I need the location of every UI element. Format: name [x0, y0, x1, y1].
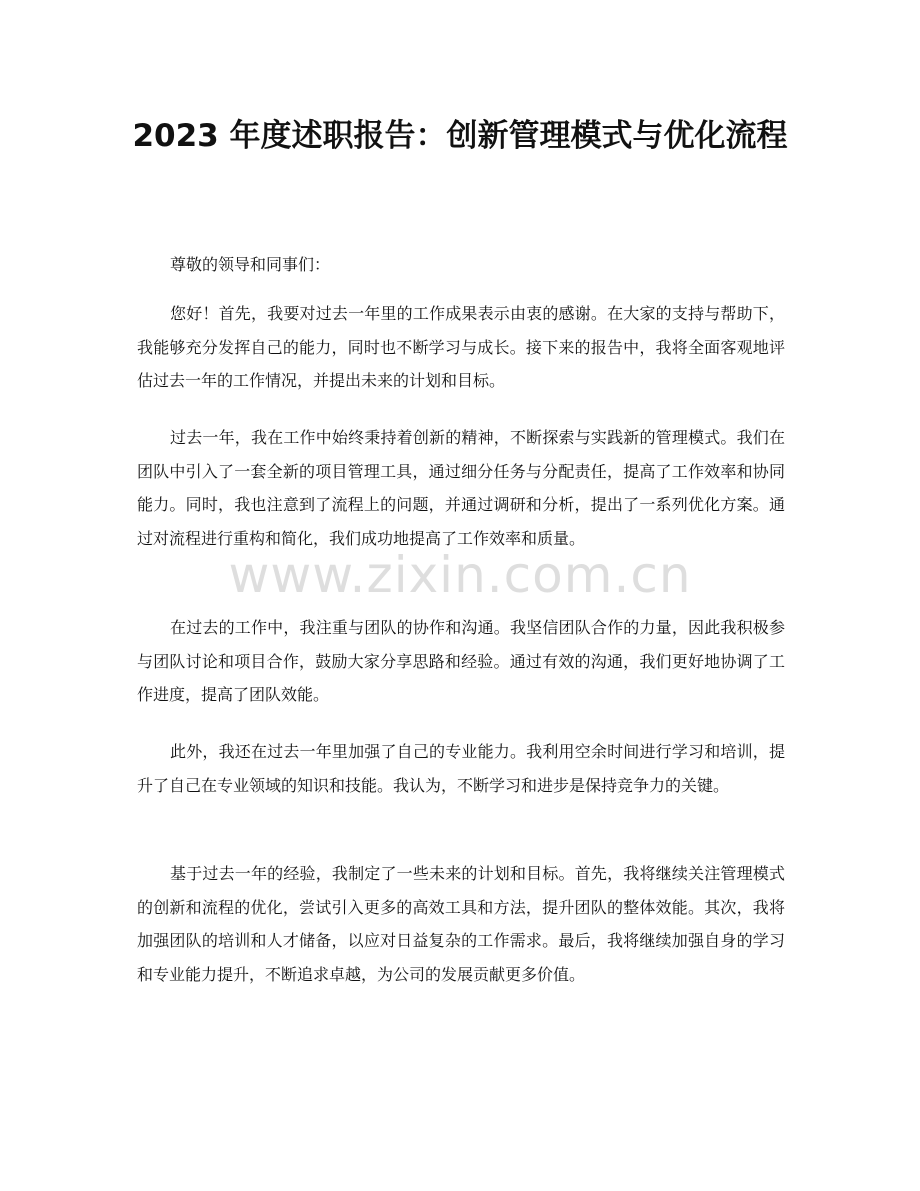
document-title: 2023 年度述职报告：创新管理模式与优化流程: [132, 118, 788, 154]
greeting-line: 尊敬的领导和同事们：: [170, 255, 331, 274]
paragraph-innovation: 过去一年，我在工作中始终秉持着创新的精神，不断探索与实践新的管理模式。我们在团队中引入了一套全新的项目管理工具，通过细分任务与分配责任，提高了工作效率和协同能力。同时，我也注意到了流程上的问题，并通过调研和分析，提出了一系列优化方案。通过对流程进行重构和简化，我们成功地提高了工作效率和质量。: [137, 428, 785, 548]
watermark: www.zixin.com.cn: [228, 546, 692, 604]
paragraph-future-plans: 基于过去一年的经验，我制定了一些未来的计划和目标。首先，我将继续关注管理模式的创新和流程的优化，尝试引入更多的高效工具和方法，提升团队的整体效能。其次，我将加强团队的培训和人才储备，以应对日益复杂的工作需求。最后，我将继续加强自身的学习和专业能力提升，不断追求卓越，为公司的发展贡献更多价值。: [137, 864, 785, 984]
paragraph-teamwork: 在过去的工作中，我注重与团队的协作和沟通。我坚信团队合作的力量，因此我积极参与团队讨论和项目合作，鼓励大家分享思路和经验。通过有效的沟通，我们更好地协调了工作进度，提高了团队效能。: [137, 618, 785, 704]
paragraph-intro: 您好！首先，我要对过去一年里的工作成果表示由衷的感谢。在大家的支持与帮助下，我能够充分发挥自己的能力，同时也不断学习与成长。接下来的报告中，我将全面客观地评估过去一年的工作情况，并提出未来的计划和目标。: [137, 304, 785, 390]
paragraph-professional-growth: 此外，我还在过去一年里加强了自己的专业能力。我利用空余时间进行学习和培训，提升了自己在专业领域的知识和技能。我认为，不断学习和进步是保持竞争力的关键。: [137, 742, 785, 795]
